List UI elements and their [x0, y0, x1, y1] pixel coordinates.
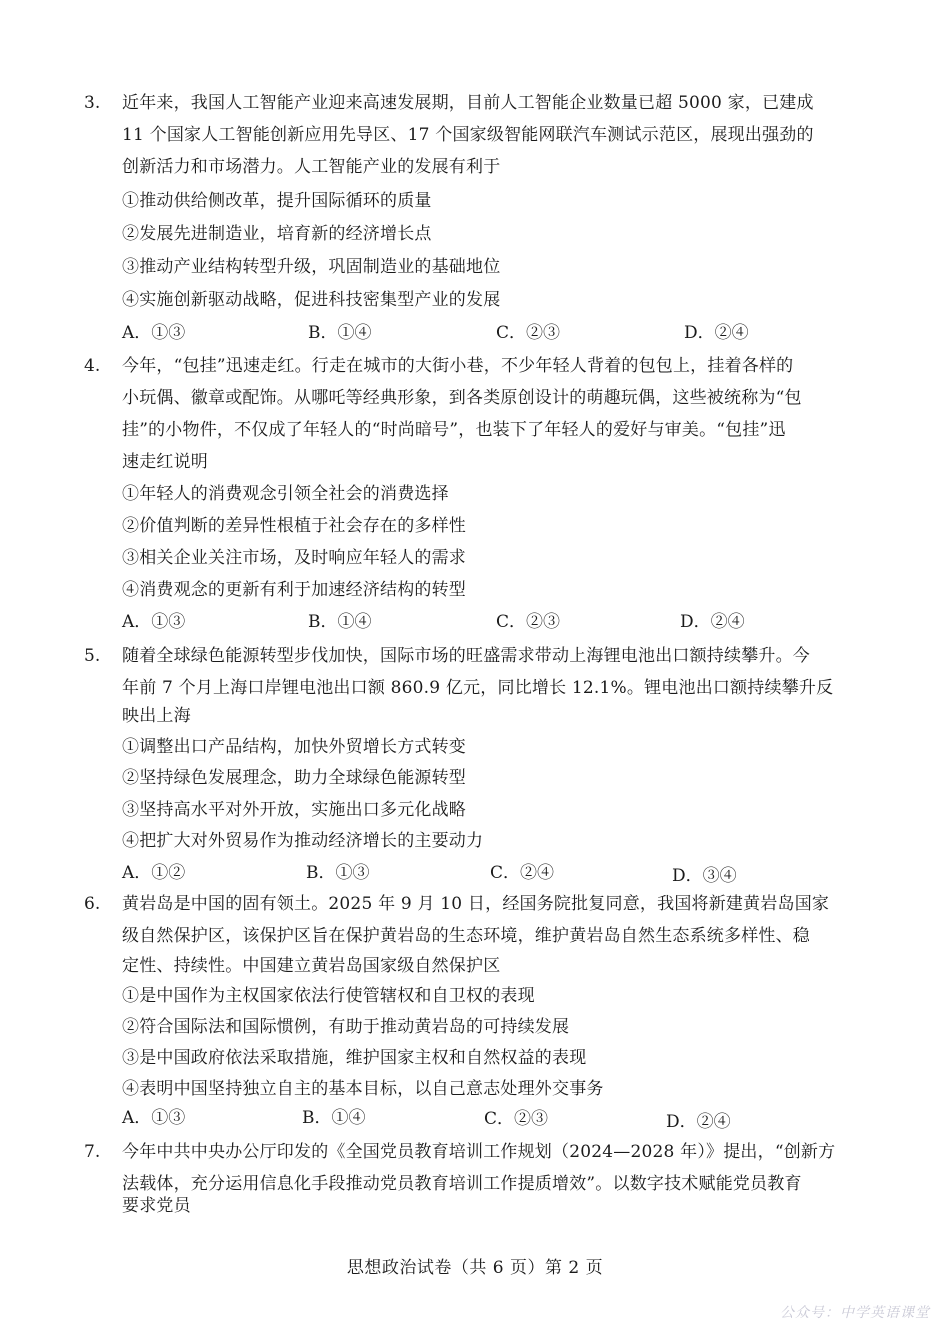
question-stem-line: 黄岩岛是中国的固有领土。2025 年 9 月 10 日，经国务院批复同意，我国将新建黄岩岛国家 [122, 894, 830, 914]
question-stem-line: 级自然保护区，该保护区旨在保护黄岩岛的生态环境，维护黄岩岛自然生态系统多样性、稳 [122, 926, 810, 946]
statement-item: ①是中国作为主权国家依法行使管辖权和自卫权的表现 [122, 986, 535, 1006]
option-a: A．①③ [122, 1108, 186, 1128]
option-b: B．①④ [308, 612, 372, 632]
question-stem-line: 近年来，我国人工智能产业迎来高速发展期，目前人工智能企业数量已超 5000 家，已建成 [122, 93, 814, 113]
statement-item: ③推动产业结构转型升级，巩固制造业的基础地位 [122, 257, 501, 277]
option-c: C．②③ [484, 1109, 549, 1129]
statement-item: ③坚持高水平对外开放，实施出口多元化战略 [122, 800, 466, 820]
option-c: C．②③ [496, 612, 561, 632]
question-stem-line: 创新活力和市场潜力。人工智能产业的发展有利于 [122, 157, 501, 177]
question-stem-line: 今年中共中央办公厅印发的《全国党员教育培训工作规划（2024—2028 年）》提出，“创新方 [122, 1142, 836, 1162]
statement-item: ③相关企业关注市场，及时响应年轻人的需求 [122, 548, 466, 568]
question-stem-line: 定性、持续性。中国建立黄岩岛国家级自然保护区 [122, 956, 501, 976]
option-d: D．②④ [684, 323, 749, 343]
watermark: 公众号：中学英语课堂 [780, 1305, 930, 1321]
statement-item: ②发展先进制造业，培育新的经济增长点 [122, 224, 432, 244]
statement-item: ④把扩大对外贸易作为推动经济增长的主要动力 [122, 831, 484, 851]
option-b: B．①③ [306, 863, 370, 883]
option-d: D．③④ [672, 866, 737, 886]
option-b: B．①④ [302, 1108, 366, 1128]
question-stem-line: 要求党员 [122, 1196, 191, 1216]
question-stem-line: 映出上海 [122, 706, 191, 726]
option-d: D．②④ [666, 1112, 731, 1132]
question-number: 7. [84, 1142, 101, 1162]
option-a: A．①② [122, 863, 186, 883]
question-number: 3. [84, 93, 101, 113]
question-stem-line: 速走红说明 [122, 452, 208, 472]
statement-item: ①推动供给侧改革，提升国际循环的质量 [122, 191, 432, 211]
option-a: A．①③ [122, 323, 186, 343]
statement-item: ②价值判断的差异性根植于社会存在的多样性 [122, 516, 466, 536]
question-number: 5. [84, 646, 101, 666]
option-d: D．②④ [680, 612, 745, 632]
statement-item: ①调整出口产品结构，加快外贸增长方式转变 [122, 737, 466, 757]
question-stem-line: 年前 7 个月上海口岸锂电池出口额 860.9 亿元，同比增长 12.1%。锂电池出口额持续攀升反 [122, 678, 834, 698]
statement-item: ①年轻人的消费观念引领全社会的消费选择 [122, 484, 449, 504]
statement-item: ②符合国际法和国际惯例，有助于推动黄岩岛的可持续发展 [122, 1017, 570, 1037]
option-c: C．②④ [490, 863, 555, 883]
statement-item: ④消费观念的更新有利于加速经济结构的转型 [122, 580, 466, 600]
question-stem-line: 挂”的小物件，不仅成了年轻人的“时尚暗号”，也装下了年轻人的爱好与审美。“包挂”迅 [122, 420, 786, 440]
question-stem-line: 法载体，充分运用信息化手段推动党员教育培训工作提质增效”。以数字技术赋能党员教育 [122, 1174, 802, 1194]
option-b: B．①④ [308, 323, 372, 343]
question-stem-line: 随着全球绿色能源转型步伐加快，国际市场的旺盛需求带动上海锂电池出口额持续攀升。今 [122, 646, 810, 666]
option-a: A．①③ [122, 612, 186, 632]
question-stem-line: 11 个国家人工智能创新应用先导区、17 个国家级智能网联汽车测试示范区，展现出强劲的 [122, 125, 814, 145]
question-stem-line: 今年，“包挂”迅速走红。行走在城市的大街小巷，不少年轻人背着的包包上，挂着各样的 [122, 356, 794, 376]
statement-item: ③是中国政府依法采取措施，维护国家主权和自然权益的表现 [122, 1048, 587, 1068]
question-number: 4. [84, 356, 101, 376]
page-footer: 思想政治试卷（共 6 页）第 2 页 [346, 1258, 604, 1278]
question-number: 6. [84, 894, 101, 914]
statement-item: ④实施创新驱动战略，促进科技密集型产业的发展 [122, 290, 501, 310]
statement-item: ②坚持绿色发展理念，助力全球绿色能源转型 [122, 768, 466, 788]
question-stem-line: 小玩偶、徽章或配饰。从哪吒等经典形象，到各类原创设计的萌趣玩偶，这些被统称为“包 [122, 388, 802, 408]
option-c: C．②③ [496, 323, 561, 343]
statement-item: ④表明中国坚持独立自主的基本目标，以自己意志处理外交事务 [122, 1079, 604, 1099]
